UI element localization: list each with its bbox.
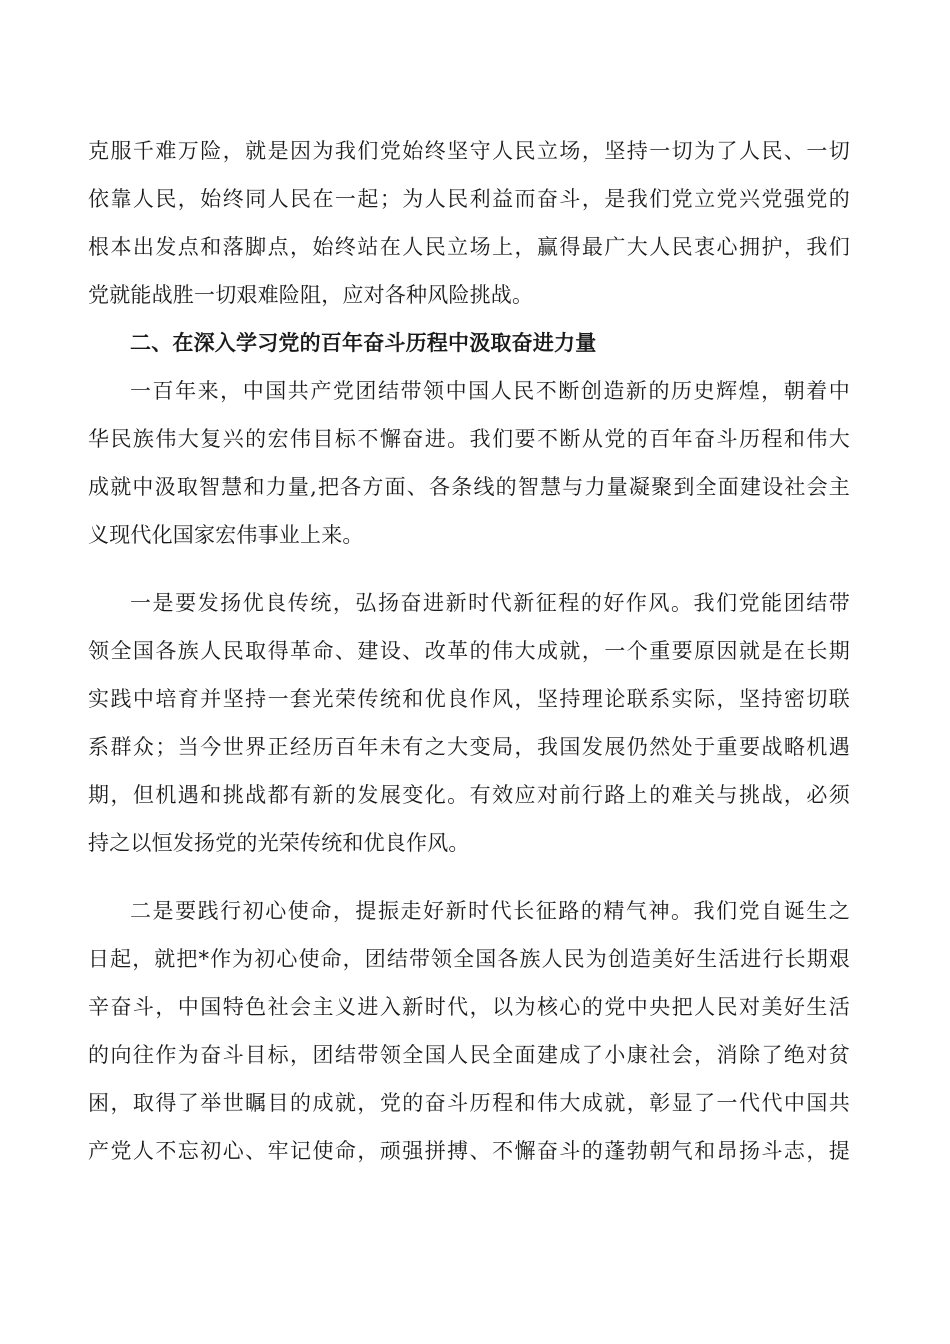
paragraph-3-line-2: 华民族伟大复兴的宏伟目标不懈奋进。我们要不断从党的百年奋斗历程和伟大: [88, 427, 850, 451]
paragraph-3-line-1: 一百年来，中国共产党团结带领中国人民不断创造新的历史辉煌，朝着中: [130, 379, 850, 403]
section-heading: 二、在深入学习党的百年奋斗历程中汲取奋进力量: [130, 330, 597, 355]
paragraph-1-line-1: 克服千难万险，就是因为我们党始终坚守人民立场，坚持一切为了人民、一切: [88, 139, 850, 163]
paragraph-4-line-4: 系群众；当今世界正经历百年未有之大变局，我国发展仍然处于重要战略机遇: [88, 735, 850, 759]
paragraph-5-line-5: 困，取得了举世瞩目的成就，党的奋斗历程和伟大成就，彰显了一代代中国共: [88, 1091, 850, 1115]
paragraph-5-line-1: 二是要践行初心使命，提振走好新时代长征路的精气神。我们党自诞生之: [130, 899, 850, 923]
paragraph-5-line-6: 产党人不忘初心、牢记使命，顽强拼搏、不懈奋斗的蓬勃朝气和昂扬斗志，提: [88, 1139, 850, 1163]
paragraph-4-line-6: 持之以恒发扬党的光荣传统和优良作风。: [88, 831, 470, 855]
paragraph-4-line-1: 一是要发扬优良传统，弘扬奋进新时代新征程的好作风。我们党能团结带: [130, 591, 850, 615]
paragraph-1-line-3: 根本出发点和落脚点，始终站在人民立场上，赢得最广大人民衷心拥护，我们: [88, 235, 850, 259]
paragraph-1-line-2: 依靠人民，始终同人民在一起；为人民利益而奋斗，是我们党立党兴党强党的: [88, 187, 850, 211]
paragraph-4-line-3: 实践中培育并坚持一套光荣传统和优良作风，坚持理论联系实际，坚持密切联: [88, 687, 850, 711]
paragraph-5-line-2: 日起，就把*作为初心使命，团结带领全国各族人民为创造美好生活进行长期艰: [88, 947, 850, 971]
paragraph-4-line-2: 领全国各族人民取得革命、建设、改革的伟大成就，一个重要原因就是在长期: [88, 639, 850, 663]
paragraph-1-line-4: 党就能战胜一切艰难险阻，应对各种风险挑战。: [88, 283, 534, 307]
paragraph-3-line-4: 义现代化国家宏伟事业上来。: [88, 523, 364, 547]
paragraph-5-line-4: 的向往作为奋斗目标，团结带领全国人民全面建成了小康社会，消除了绝对贫: [88, 1043, 850, 1067]
paragraph-5-line-3: 辛奋斗，中国特色社会主义进入新时代，以为核心的党中央把人民对美好生活: [88, 995, 850, 1019]
paragraph-4-line-5: 期，但机遇和挑战都有新的发展变化。有效应对前行路上的难关与挑战，必须: [88, 783, 850, 807]
paragraph-3-line-3: 成就中汲取智慧和力量,把各方面、各条线的智慧与力量凝聚到全面建设社会主: [88, 475, 850, 499]
